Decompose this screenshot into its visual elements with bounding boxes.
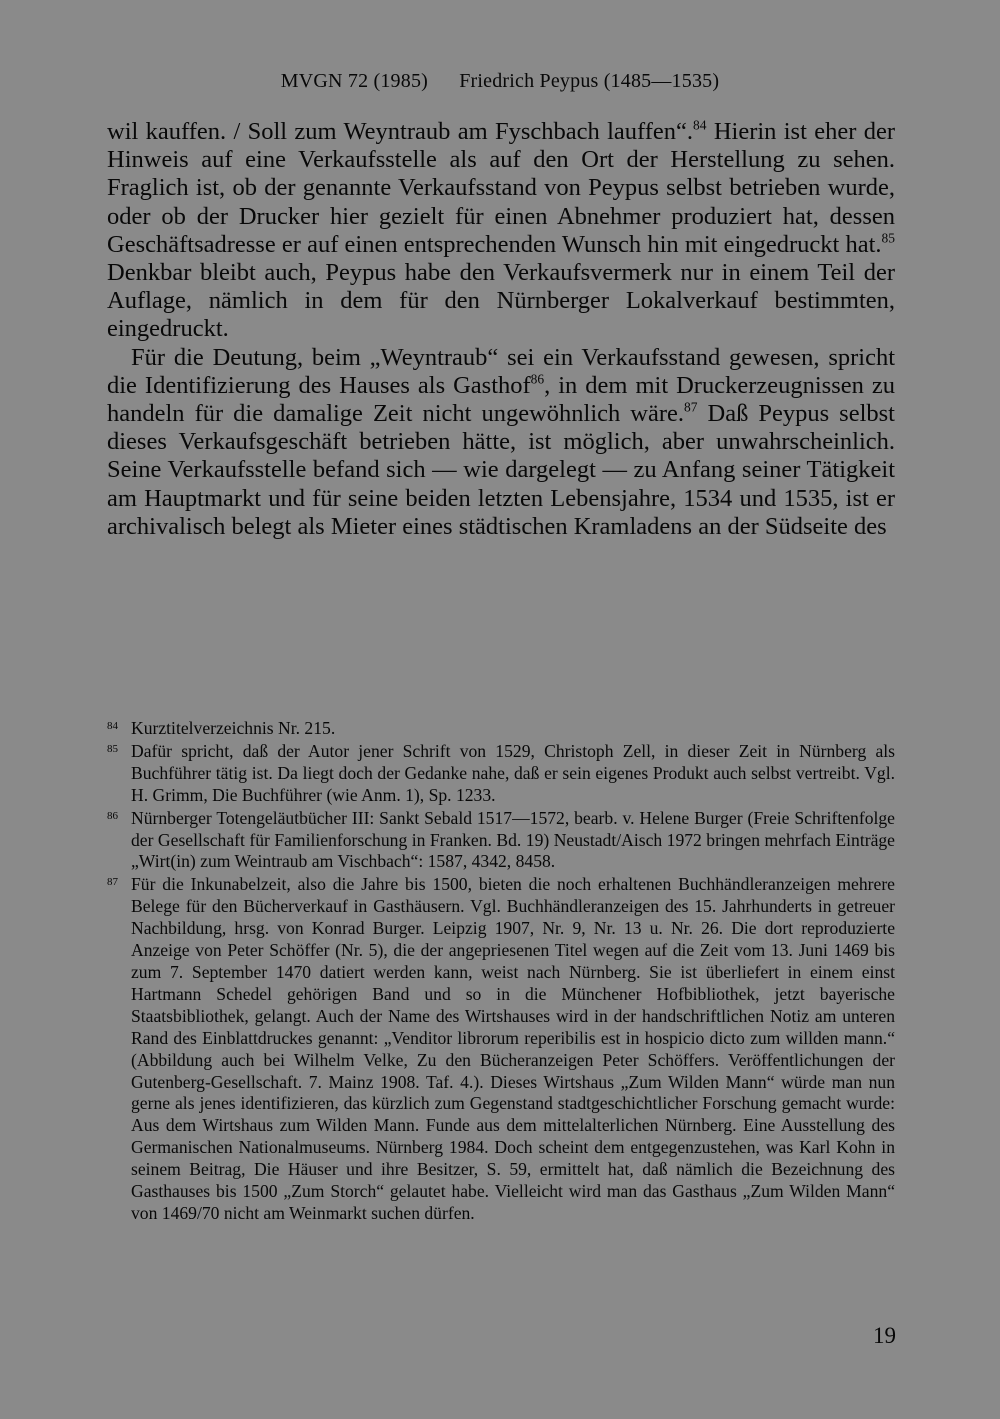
footnote-85 (107, 741, 895, 807)
paragraph-1 (107, 118, 895, 344)
footnote-84 (107, 718, 895, 740)
journal-reference: MVGN 72 (1985) (280, 70, 428, 92)
footnote-number: 86 (107, 809, 118, 822)
footnote-text: Nürnberger Totengeläutbücher III: Sankt Sebald 1517—1572, bearb. v. Helene Burger (Freie Schriftenfolge der Gesellschaft für Familienforschung in Franken. Bd. 19) Neustadt/Aisch 1972 bringen mehrfach Einträge „Wirt(in) zum Weintraub am Vischbach“: 1587, 4342, 8458. (131, 807, 895, 872)
footnote-ref-85: 85 (881, 230, 895, 246)
footnote-text: Dafür spricht, daß der Autor jener Schrift von 1529, Christoph Zell, in dieser Zeit in Nürnberg als Buchführer tätig ist. Da liegt doch der Gedanke nahe, daß er sein eigenes Produkt auch selbst vertreibt. Vgl. H. Grimm, Die Buchführer (wie Anm. 1), Sp. 1233. (131, 740, 895, 805)
footnote-text: Kurztitelverzeichnis Nr. 215. (131, 718, 336, 738)
main-text (107, 118, 895, 541)
footnote-87 (107, 874, 895, 1225)
footnote-text: Für die Inkunabelzeit, also die Jahre bis 1500, bieten die noch erhaltenen Buchhändleranzeigen mehrere Belege für den Bücherverkauf in Gasthäusern. Vgl. Buchhändleranzeigen des 15. Jahrhunderts in getreuer Nachbildung, hrsg. von Konrad Burger. Leipzig 1907, Nr. 9, Nr. 13 u. Nr. 26. Die dort reproduzierte Anzeige von Peter Schöffer (Nr. 5), die der angepriesenen Titel wegen auf die Zeit vom 13. Juni 1469 bis zum 7. September 1470 datiert werden kann, weist nach Nürnberg. Sie ist überliefert in einem einst Hartmann Schedel gehörigen Band und so in die Münchener Hofbibliothek, jetzt bayerische Staatsbibliothek, gelangt. Auch der Name des Wirtshauses wird in der handschriftlichen Notiz am unteren Rand des Einblattdruckes genannt: „Venditor librorum reperibilis est in hospicio dicto zum willden mann.“ (Abbildung auch bei Wilhelm Velke, Zu den Bücheranzeigen Peter Schöffers. Veröffentlichungen der Gutenberg-Gesellschaft. 7. Mainz 1908. Taf. 4.). Dieses Wirtshaus „Zum Wilden Mann“ würde man nun gerne als jenes identifizieren, das kürzlich zum Gegenstand stadtgeschichtlicher Forschung gemacht wurde: Aus dem Wirtshaus zum Wilden Mann. Funde aus dem mittelalterlichen Nürnberg. Eine Ausstellung des Germanischen Nationalmuseums. Nürnberg 1984. Doch scheint dem entgegenzustehen, was Karl Kohn in seinem Beitrag, Die Häuser und ihre Besitzer, S. 59, ermittelt hat, daß nämlich die Bezeichnung des Gasthauses bis 1500 „Zum Storch“ gelautet habe. Vielleicht wird man das Gasthaus „Zum Wilden Mann“ von 1469/70 nicht am Weinmarkt suchen dürfen. (131, 874, 895, 1223)
footnote-ref-87: 87 (684, 399, 698, 415)
paragraph-1-text-c: Denkbar bleibt auch, Peypus habe den Verkaufsvermerk nur in einem Teil der Auflage, nämlich in dem für den Nürnberger Lokalverkauf bestimmten, eingedruckt. (107, 259, 895, 343)
footnote-number: 84 (107, 720, 118, 732)
footnote-86 (107, 808, 895, 874)
paragraph-1-text-b: Hierin ist eher der Hinweis auf eine Verkaufsstelle als auf den Ort der Herstellung zu sehen. Fraglich ist, ob der genannte Verkaufsstand von Peypus selbst betrieben wurde, oder ob der Drucker hier gezielt für einen Abnehmer produziert hat, dessen Geschäftsadresse er auf einen entsprechenden Wunsch hin mit eingedruckt hat. (107, 118, 895, 258)
running-header (0, 70, 1000, 93)
page-number: 19 (873, 1323, 896, 1348)
footnote-ref-86: 86 (530, 371, 545, 387)
paragraph-2-text-a: Für die Deutung, beim „Weyntraub“ sei ein Verkaufsstand gewesen, spricht die Identifizierung des Hauses als Gasthof (107, 343, 895, 399)
paragraph-1-text-a: wil kauffen. / Soll zum Weyntraub am Fyschbach lauffen“. (107, 118, 694, 145)
footnote-number: 85 (107, 742, 118, 755)
paragraph-2-text-c: Daß Peypus selbst dieses Verkaufsgeschäft betrieben hätte, ist möglich, aber unwahrscheinlich. Seine Verkaufsstelle befand sich — wie dargelegt — zu Anfang seiner Tätigkeit am Hauptmarkt und für seine beiden letzten Lebensjahre, 1534 und 1535, ist er archivalisch belegt als Mieter eines städtischen Kramladens an der Südseite des (107, 400, 895, 540)
footnote-ref-84: 84 (693, 117, 707, 133)
footnote-number: 87 (107, 876, 118, 889)
article-title: Friedrich Peypus (1485—1535) (459, 70, 720, 92)
paragraph-2-text-b: , in dem mit Druckerzeugnissen zu handeln für die damalige Zeit nicht ungewöhnlich wäre. (107, 371, 895, 428)
footnotes (107, 718, 895, 1226)
paragraph-2 (107, 344, 895, 541)
